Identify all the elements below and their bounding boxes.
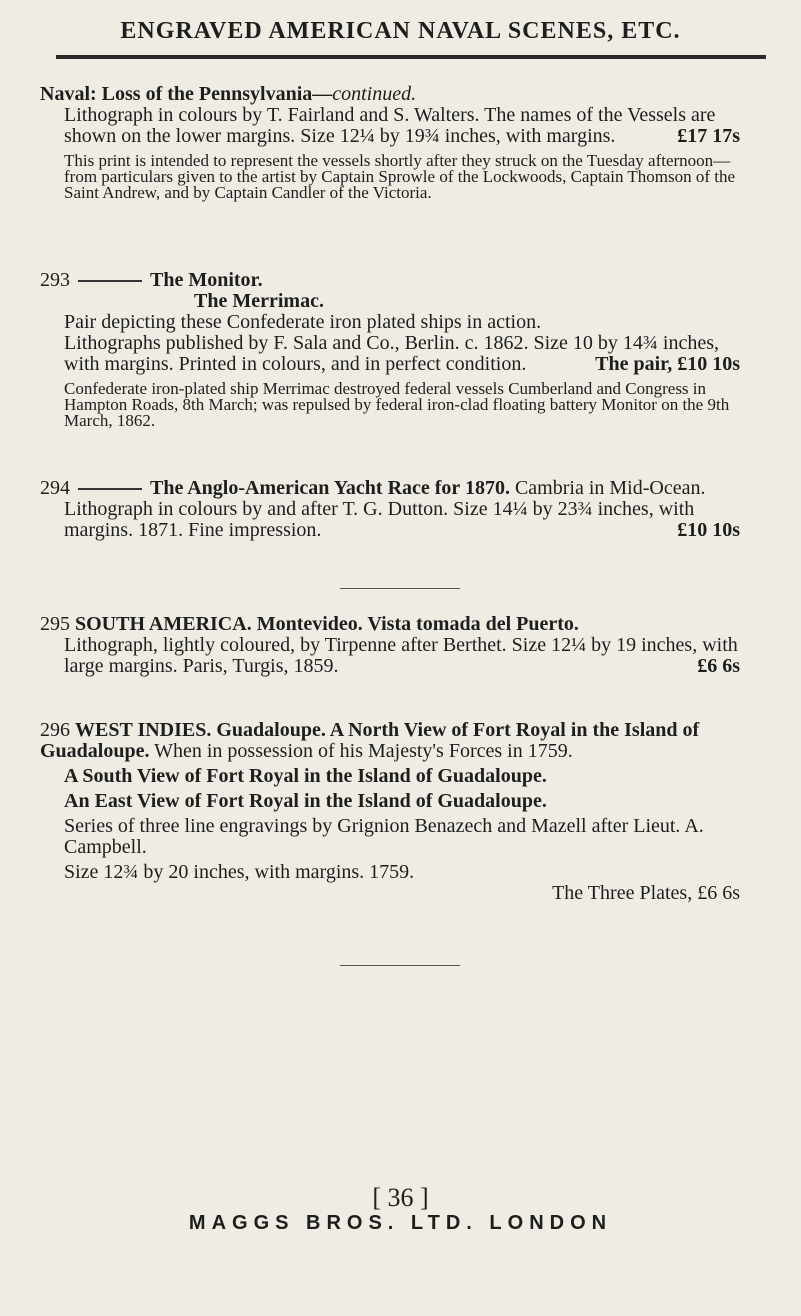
lot-description: Series of three line engravings by Grignion Benazech and Mazell after Lieut. A. Campbell. bbox=[64, 815, 704, 858]
lot-description: Lithograph in colours by T. Fairland and S. Walters. The names of the Vessels are shown on the lower margins. Size 12¼ by 19¾ inches, with margins. £17 17s bbox=[64, 104, 740, 147]
lot-description: Lithograph in colours by and after T. G. Dutton. Size 14¼ by 23¾ inches, with margins. 1871. Fine impression. £10 10s bbox=[64, 498, 740, 541]
lot-price: £17 17s bbox=[677, 125, 740, 147]
lot-heading-continued: continued. bbox=[332, 83, 417, 105]
lot-296 bbox=[40, 720, 740, 904]
lot-heading: Naval: Loss of the Pennsylvania— bbox=[40, 83, 333, 105]
publisher-imprint: MAGGS BROS. LTD. LONDON bbox=[188, 1212, 613, 1234]
page-header: ENGRAVED AMERICAN NAVAL SCENES, ETC. bbox=[120, 18, 681, 44]
lot-continued bbox=[40, 84, 740, 201]
lot-title-rest: When in possession of his Majesty's Forces in 1759. bbox=[154, 740, 573, 762]
header-rule bbox=[56, 55, 766, 59]
lot-title: SOUTH AMERICA. Montevideo. Vista tomada del Puerto. bbox=[75, 613, 579, 635]
lot-293 bbox=[40, 270, 740, 429]
lot-price: £6 6s bbox=[697, 655, 740, 677]
lot-description: Lithograph, lightly coloured, by Tirpenne after Berthet. Size 12¼ by 19 inches, with large margins. Paris, Turgis, 1859. £6 6s bbox=[64, 634, 740, 677]
lot-price: The Three Plates, £6 6s bbox=[552, 882, 740, 904]
lot-price: £10 10s bbox=[677, 519, 740, 541]
lot-description: Lithographs published by F. Sala and Co., Berlin. c. 1862. Size 10 by 14¾ inches, with margins. Printed in colours, and in perfect condition. The pair, £10 10s bbox=[64, 332, 740, 375]
dash-rule bbox=[78, 488, 142, 490]
lot-size: Size 12¾ by 20 inches, with margins. 1759. bbox=[64, 861, 415, 883]
lot-price: The pair, £10 10s bbox=[595, 353, 740, 375]
lot-294 bbox=[40, 478, 740, 541]
lot-number: 294 bbox=[40, 477, 70, 499]
lot-note: This print is intended to represent the vessels shortly after they struck on the Tuesday afternoon—from particulars given to the artist by Captain Sprowle of the Lockwoods, Captain Thomson of the Saint Andrew, and by Captain Candler of the Victoria. bbox=[64, 151, 736, 202]
lot-title-2: The Merrimac. bbox=[194, 290, 324, 312]
dash-rule bbox=[78, 280, 142, 282]
lot-number: 293 bbox=[40, 269, 70, 291]
lot-note: Confederate iron-plated ship Merrimac destroyed federal vessels Cumberland and Congress in Hampton Roads, 8th March; was repulsed by federal iron-clad floating battery Monitor on the 9th March, 1862. bbox=[64, 379, 730, 430]
lot-title: The Anglo-American Yacht Race for 1870. bbox=[150, 477, 510, 499]
lot-title: The Monitor. bbox=[150, 269, 263, 291]
lot-title-rest: Cambria in Mid-Ocean. bbox=[514, 477, 706, 499]
lot-title: WEST INDIES. Guadaloupe. A North View of Fort Royal in the Island of Guadaloupe. bbox=[40, 719, 700, 762]
lot-title-2: A South View of Fort Royal in the Island of Guadaloupe. bbox=[64, 765, 547, 787]
lot-line: Pair depicting these Confederate iron plated ships in action. bbox=[64, 311, 542, 333]
page-number: [ 36 ] bbox=[372, 1183, 429, 1212]
lot-number: 296 bbox=[40, 719, 70, 741]
lot-title-3: An East View of Fort Royal in the Island of Guadaloupe. bbox=[64, 790, 547, 812]
separator-rule bbox=[340, 965, 460, 966]
separator-rule bbox=[340, 588, 460, 589]
lot-number: 295 bbox=[40, 613, 70, 635]
lot-295 bbox=[40, 614, 740, 677]
